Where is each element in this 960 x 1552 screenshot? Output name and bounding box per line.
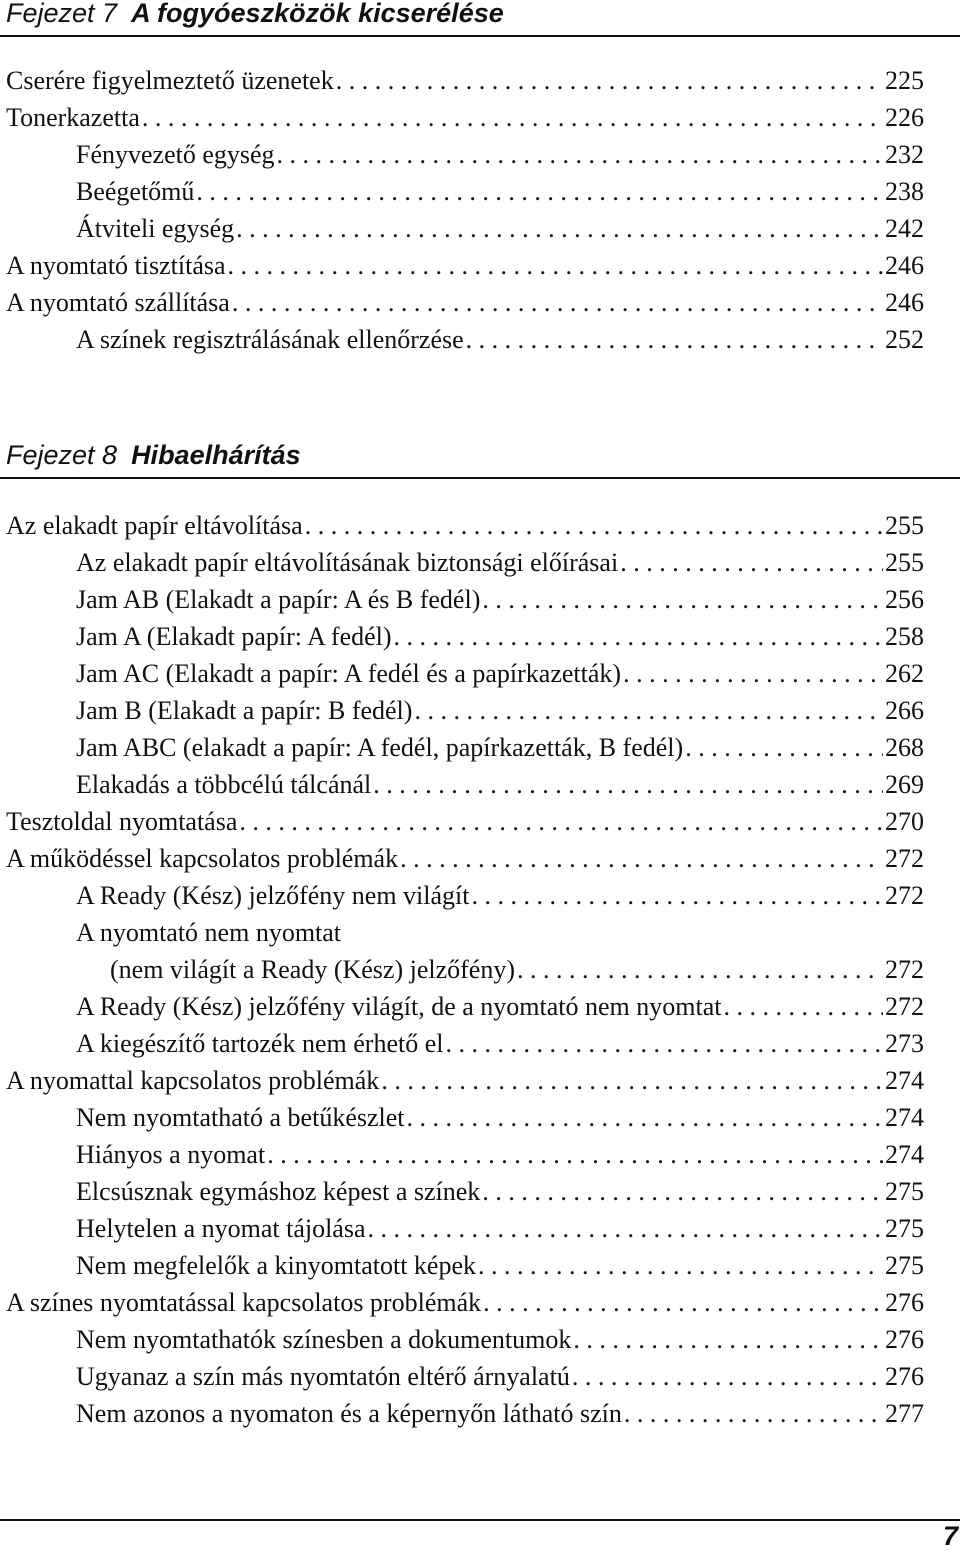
dot-leader (573, 1321, 883, 1358)
toc-entry-page: 274 (885, 1103, 924, 1132)
dot-leader (445, 1025, 883, 1062)
toc-entry[interactable] (0, 1321, 924, 1358)
toc-entry-page: 232 (885, 140, 924, 169)
toc-entry[interactable] (0, 1173, 924, 1210)
toc-entry-page: 272 (885, 844, 924, 873)
toc-entry-label: Helytelen a nyomat tájolása (76, 1214, 366, 1243)
toc-entry[interactable] (0, 803, 924, 840)
dot-leader (368, 1210, 883, 1247)
toc-entry[interactable] (0, 62, 924, 99)
toc-entry[interactable] (0, 99, 924, 136)
chapter-number: Fejezet 8 (6, 440, 118, 470)
chapter-heading (0, 0, 960, 37)
toc-entry[interactable] (0, 321, 924, 358)
toc-entry-label: Nem nyomtatható a betűkészlet (76, 1103, 405, 1132)
dot-leader (466, 321, 883, 358)
dot-leader (305, 507, 883, 544)
toc-entry[interactable] (0, 988, 924, 1025)
toc-entry-label: A nyomtató nem nyomtat (76, 918, 342, 947)
dot-leader (336, 62, 883, 99)
dot-leader (407, 1099, 883, 1136)
toc-entry-label: Nem azonos a nyomaton és a képernyőn látható szín (76, 1399, 622, 1428)
toc-entry[interactable] (0, 581, 924, 618)
toc-entry[interactable] (0, 692, 924, 729)
toc-entry-page: 275 (885, 1251, 924, 1280)
toc-entry[interactable] (0, 1099, 924, 1136)
toc-entry-page: 255 (885, 548, 924, 577)
dot-leader (394, 618, 883, 655)
toc-entry[interactable] (0, 1395, 924, 1432)
toc-entry-page: 274 (885, 1140, 924, 1169)
toc-entry-label: Jam AB (Elakadt a papír: A és B fedél) (76, 585, 481, 614)
chapter-title: A fogyóeszközök kicserélése (131, 0, 504, 28)
toc-entry-page: 277 (885, 1399, 924, 1428)
toc-entry-page: 246 (885, 251, 924, 280)
toc-entry-page: 266 (885, 696, 924, 725)
dot-leader (620, 544, 883, 581)
dot-leader (381, 1062, 883, 1099)
toc-entry[interactable] (0, 655, 924, 692)
toc-entry-label: Nem nyomtathatók színesben a dokumentumok (76, 1325, 572, 1354)
toc-entry-label: Nem megfelelők a kinyomtatott képek (76, 1251, 476, 1280)
dot-leader (239, 803, 883, 840)
chapter-title: Hibaelhárítás (131, 440, 301, 470)
toc-entry-label: Átviteli egység (76, 214, 235, 243)
toc-entry-page: 246 (885, 288, 924, 317)
toc-entry-page: 256 (885, 585, 924, 614)
toc-entry[interactable] (0, 136, 924, 173)
toc-entry[interactable] (0, 247, 924, 284)
toc-entry-page: 242 (885, 214, 924, 243)
dot-leader (471, 877, 883, 914)
toc-entry-page: 274 (885, 1066, 924, 1095)
dot-leader (228, 247, 883, 284)
toc-list (0, 507, 924, 1432)
toc-entry-page: 276 (885, 1362, 924, 1391)
toc-entry[interactable] (0, 507, 924, 544)
toc-entry-page: 272 (885, 881, 924, 910)
toc-entry-label: Ugyanaz a szín más nyomtatón eltérő árnyalatú (76, 1362, 570, 1391)
toc-entry-page: 270 (885, 807, 924, 836)
page-number: 7 (942, 1521, 958, 1551)
toc-entry[interactable] (0, 1284, 924, 1321)
toc-entry-label: Hiányos a nyomat (76, 1140, 266, 1169)
dot-leader (267, 1136, 883, 1173)
chapter-heading (0, 440, 960, 479)
toc-entry-page: 258 (885, 622, 924, 651)
dot-leader (482, 1173, 883, 1210)
toc-entry-label-continuation: (nem világít a Ready (Kész) jelzőfény) (110, 955, 515, 984)
dot-leader (196, 173, 883, 210)
toc-entry-label: Jam B (Elakadt a papír: B fedél) (76, 696, 413, 725)
toc-entry-page: 252 (885, 325, 924, 354)
toc-entry-page: 272 (885, 992, 924, 1021)
toc-entry-page: 268 (885, 733, 924, 762)
toc-entry-label: Elcsúsznak egymáshoz képest a színek (76, 1177, 481, 1206)
toc-entry-label: Cserére figyelmeztető üzenetek (6, 66, 334, 95)
toc-entry-label: A Ready (Kész) jelzőfény nem világít (76, 881, 470, 910)
footer-rule (0, 1519, 960, 1521)
toc-entry-page: 255 (885, 511, 924, 540)
toc-entry-label: Jam ABC (elakadt a papír: A fedél, papírkazetták, B fedél) (76, 733, 684, 762)
toc-entry-label: A nyomattal kapcsolatos problémák (6, 1066, 380, 1095)
toc-entry-page: 272 (885, 955, 924, 984)
dot-leader (623, 655, 883, 692)
dot-leader (482, 581, 883, 618)
toc-entry[interactable] (0, 877, 924, 914)
toc-entry-page: 226 (885, 103, 924, 132)
toc-entry-label: A színek regisztrálásának ellenőrzése (76, 325, 464, 354)
toc-entry[interactable] (0, 914, 924, 988)
toc-entry-page: 238 (885, 177, 924, 206)
toc-entry-label: Jam A (Elakadt papír: A fedél) (76, 622, 392, 651)
dot-leader (414, 692, 883, 729)
toc-entry[interactable] (0, 210, 924, 247)
toc-entry-page: 276 (885, 1325, 924, 1354)
dot-leader (483, 1284, 883, 1321)
toc-entry[interactable] (0, 1358, 924, 1395)
toc-entry[interactable] (0, 1210, 924, 1247)
dot-leader (723, 988, 883, 1025)
dot-leader (400, 840, 883, 877)
toc-entry[interactable] (0, 766, 924, 803)
toc-entry[interactable] (0, 1136, 924, 1173)
toc-entry-page: 275 (885, 1214, 924, 1243)
dot-leader (373, 766, 883, 803)
toc-entry-label: Az elakadt papír eltávolításának biztonsági előírásai (76, 548, 619, 577)
toc-entry-label: Jam AC (Elakadt a papír: A fedél és a papírkazetták) (76, 659, 622, 688)
toc-entry[interactable] (0, 618, 924, 655)
toc-entry-label: Fényvezető egység (76, 140, 275, 169)
toc-entry[interactable] (0, 840, 924, 877)
toc-entry-label: A nyomtató szállítása (6, 288, 230, 317)
dot-leader (517, 951, 883, 988)
dot-leader (685, 729, 883, 766)
toc-entry-page: 273 (885, 1029, 924, 1058)
toc-entry-label: Beégetőmű (76, 177, 195, 206)
toc-entry[interactable] (0, 1062, 924, 1099)
dot-leader (232, 284, 883, 321)
dot-leader (277, 136, 883, 173)
toc-entry-label: Az elakadt papír eltávolítása (6, 511, 303, 540)
toc-entry-label: A működéssel kapcsolatos problémák (6, 844, 399, 873)
toc-entry-label: A színes nyomtatással kapcsolatos problémák (6, 1288, 482, 1317)
dot-leader (478, 1247, 883, 1284)
toc-entry-page: 262 (885, 659, 924, 688)
toc-entry[interactable] (0, 284, 924, 321)
dot-leader (236, 210, 883, 247)
toc-entry-label: A kiegészítő tartozék nem érhető el (76, 1029, 444, 1058)
toc-entry[interactable] (0, 1025, 924, 1062)
dot-leader (572, 1358, 883, 1395)
toc-entry-page: 275 (885, 1177, 924, 1206)
toc-entry[interactable] (0, 173, 924, 210)
toc-entry[interactable] (0, 729, 924, 766)
toc-entry-label: Elakadás a többcélú tálcánál (76, 770, 372, 799)
toc-entry-label: A Ready (Kész) jelzőfény világít, de a nyomtató nem nyomtat (76, 992, 722, 1021)
toc-entry-page: 225 (885, 66, 924, 95)
toc-entry[interactable] (0, 1247, 924, 1284)
toc-entry-label: Tesztoldal nyomtatása (6, 807, 238, 836)
toc-entry-label: Tonerkazetta (6, 103, 140, 132)
dot-leader (624, 1395, 883, 1432)
toc-entry-page: 269 (885, 770, 924, 799)
chapter-number: Fejezet 7 (6, 0, 118, 28)
toc-entry-page: 276 (885, 1288, 924, 1317)
toc-list (0, 62, 924, 358)
toc-entry[interactable] (0, 544, 924, 581)
dot-leader (142, 99, 883, 136)
toc-entry-label: A nyomtató tisztítása (6, 251, 226, 280)
